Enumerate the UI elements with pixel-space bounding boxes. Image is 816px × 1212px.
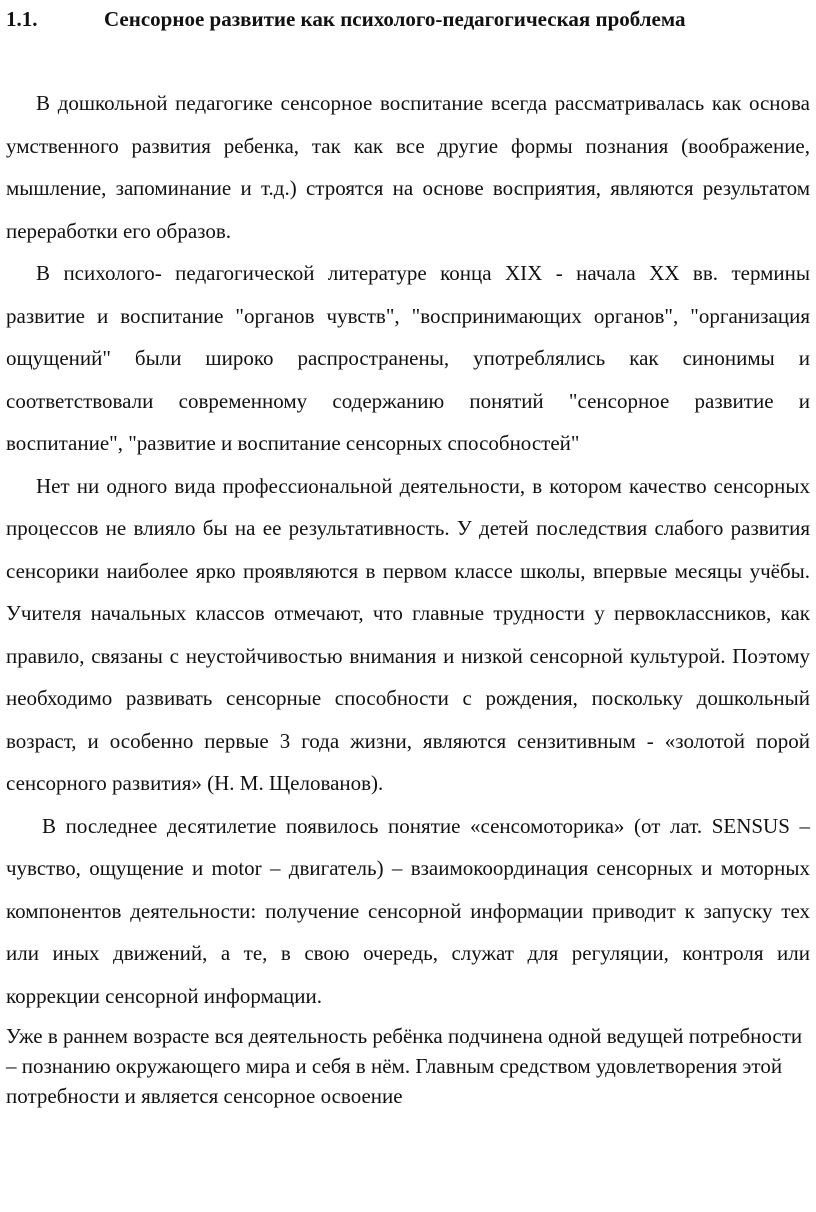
paragraph-5: Уже в раннем возрасте вся деятельность ребёнка подчинена одной ведущей потребности – познанию окружающего мира и себя в нём. Главным средством удовлетворения этой потребности и является сенсорное освоение: [6, 1024, 803, 1108]
section-title: Сенсорное развитие как психолого-педагогическая проблема: [104, 7, 686, 31]
paragraph-2: В психолого- педагогической литературе конца XIX - начала XX вв. термины развитие и воспитание "органов чувств", "воспринимающих органов", "организация ощущений" были широко распространены, употреблялись как синонимы и соответствовали современному содержанию понятий "сенсорное развитие и воспитание", "развитие и воспитание сенсорных способностей": [6, 261, 810, 455]
section-number: 1.1.: [6, 7, 38, 31]
paragraph-4: В последнее десятилетие появилось понятие «сенсомоторика» (от лат. SENSUS – чувство, ощущение и motor – двигатель) – взаимокоординация сенсорных и моторных компонентов деятельности: получение сенсорной информации приводит к запуску тех или иных движений, а те, в свою очередь, служат для регуляции, контроля или коррекции сенсорной информации.: [6, 813, 810, 1008]
document-body: [6, 82, 810, 1111]
paragraph-1: В дошкольной педагогике сенсорное воспитание всегда рассматривалась как основа умственного развития ребенка, так как все другие формы познания (воображение, мышление, запоминание и т.д.) строятся на основе восприятия, являются результатом переработки его образов.: [6, 91, 810, 243]
section-heading: [6, 8, 810, 30]
paragraph-3: Нет ни одного вида профессиональной деятельности, в котором качество сенсорных процессов не влияло бы на ее результативность. У детей последствия слабого развития сенсорики наиболее ярко проявляются в первом классе школы, впервые месяцы учёбы. Учителя начальных классов отмечают, что главные трудности у первоклассников, как правило, связаны с неустойчивостью внимания и низкой сенсорной культурой. Поэтому необходимо развивать сенсорные способности с рождения, поскольку дошкольный возраст, и особенно первые 3 года жизни, являются сензитивным - «золотой порой сенсорного развития» (Н. М. Щелованов).: [6, 473, 810, 795]
